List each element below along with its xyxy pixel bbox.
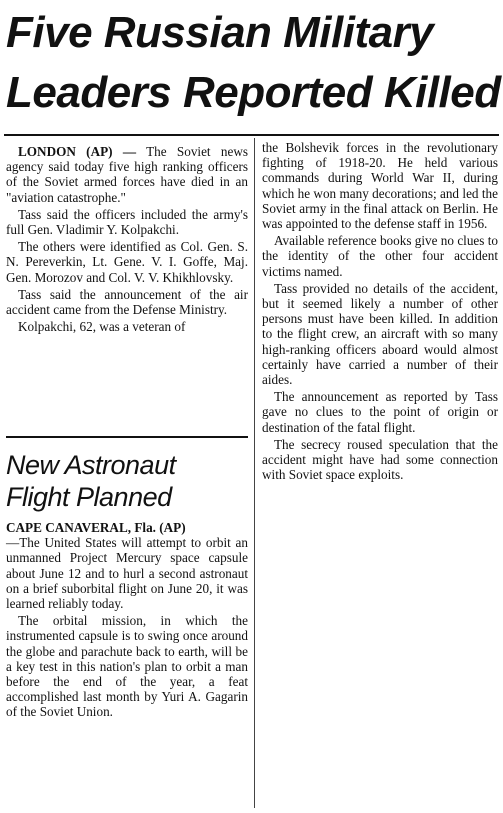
story1-para-9: The announcement as reported by Tass gave no clues to the point of origin or destination of the fatal flight. [262, 389, 498, 435]
story1-dateline: LONDON (AP) — [18, 144, 137, 159]
story1-para-4: Tass said the announcement of the air accident came from the Defense Ministry. [6, 286, 248, 318]
story1-para-2: Tass said the officers included the army's full Gen. Vladimir Y. Kolpakchi. [6, 206, 248, 238]
story1-para-1 [6, 144, 248, 205]
story1-para-3: The others were identified as Col. Gen. S. N. Pereverkin, Lt. Gene. V. I. Goffe, Maj. Gen. Morozov and Col. V. V. Khikhlovsky. [6, 239, 248, 285]
headline2-line-2: Flight Planned [6, 482, 172, 512]
story1-para-5: Kolpakchi, 62, was a veteran of [18, 319, 186, 335]
story2-column [6, 520, 248, 722]
story1-column-2 [262, 140, 498, 484]
story1-para-6: the Bolshevik forces in the revolutionary fighting of 1918-20. He held various commands during World War II, during which he won many decorations; and led the Soviet army in the final attack on Berlin. He was appointed to the defense staff in 1956. [262, 140, 498, 232]
story1-para-1-text: The Soviet news agency said today five high ranking officers of the Soviet armed forces have died in an "aviation catastrophe." [6, 144, 248, 205]
story1-column-1 [6, 144, 248, 336]
headline-rule [4, 134, 499, 136]
headline-line-1: Five Russian Military [6, 8, 434, 57]
story2-para-1-text: —The United States will attempt to orbit an unmanned Project Mercury space capsule about June 12 and to hurl a second astronaut on a brief suborbital flight on June 20, it was learned reliably today. [6, 535, 248, 612]
headline2-line-1: New Astronaut [6, 450, 176, 480]
section-rule [6, 436, 248, 438]
story2-para-2: The orbital mission, in which the instrumented capsule is to swing once around the globe and parachute back to earth, will be a key test in this nation's plan to orbit a man before the end of the year, a feat accomplished last month by Yuri A. Gagarin of the Soviet Union. [6, 613, 248, 720]
story2-dateline: CAPE CANAVERAL, Fla. (AP) [6, 520, 186, 535]
story1-para-10: The secrecy roused speculation that the accident might have had some connection with Soviet space exploits. [262, 436, 498, 483]
story1-para-7: Available reference books give no clues to the identity of the other four accident victims named. [262, 233, 498, 279]
headline-line-2: Leaders Reported Killed [6, 68, 501, 117]
story1-para-8: Tass provided no details of the accident, but it seemed likely a number of other persons must have been killed. In addition to the flight crew, an aircraft with so many high-ranking officers aboard would almost certainly have carried a number of their aides. [262, 280, 498, 388]
story2-para-1 [6, 520, 248, 611]
